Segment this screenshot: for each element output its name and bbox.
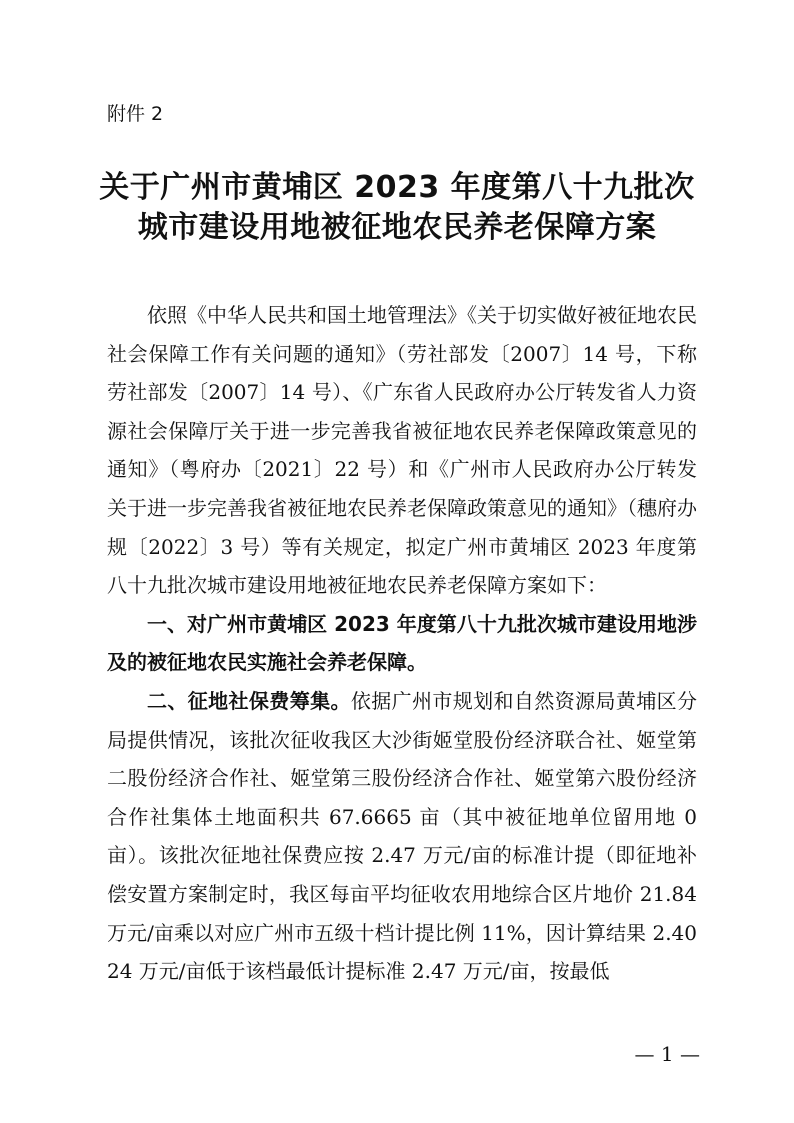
section-1-paragraph: 一、对广州市黄埔区 2023 年度第八十九批次城市建设用地涉及的被征地农民实施社会养老保障。 <box>107 611 697 675</box>
document-body <box>107 296 697 991</box>
attachment-label: 附件 2 <box>107 103 164 125</box>
intro-paragraph: 依照《中华人民共和国土地管理法》《关于切实做好被征地农民社会保障工作有关问题的通知》（劳社部发〔2007〕14 号，下称劳社部发〔2007〕14 号）、《广东省人民政府办公厅转发省人力资源社会保障厅关于进一步完善我省被征地农民养老保障政策意见的通知》（粤府办〔2021〕22 号）和《广州市人民政府办公厅转发关于进一步完善我省被征地农民养老保障政策意见的通知》（穗府办规〔2022〕3 号）等有关规定，拟定广州市黄埔区 2023 年度第八十九批次城市建设用地被征地农民养老保障方案如下： <box>107 303 697 598</box>
page-number: — 1 — <box>634 1042 700 1066</box>
section-2-heading: 二、征地社保费筹集。 <box>147 688 351 713</box>
document-title-line-1: 关于广州市黄埔区 2023 年度第八十九批次 <box>99 170 695 205</box>
document-title-line-2: 城市建设用地被征地农民养老保障方案 <box>137 210 657 245</box>
section-2-paragraph <box>107 682 697 991</box>
section-2-body: 依据广州市规划和自然资源局黄埔区分局提供情况，该批次征收我区大沙街姬堂股份经济联合社、姬堂第二股份经济合作社、姬堂第三股份经济合作社、姬堂第六股份经济合作社集体土地面积共 67.6665 亩（其中被征地单位留用地 0 亩）。该批次征地社保费应按 2.47 万元/亩的标准计提（即征地补偿安置方案制定时，我区每亩平均征收农用地综合区片地价 21.84 万元/亩乘以对应广州市五级十档计提比例 11%，因计算结果 2.4024 万元/亩低于该档最低计提标准 2.47 万元/亩，按最低 <box>107 688 698 984</box>
